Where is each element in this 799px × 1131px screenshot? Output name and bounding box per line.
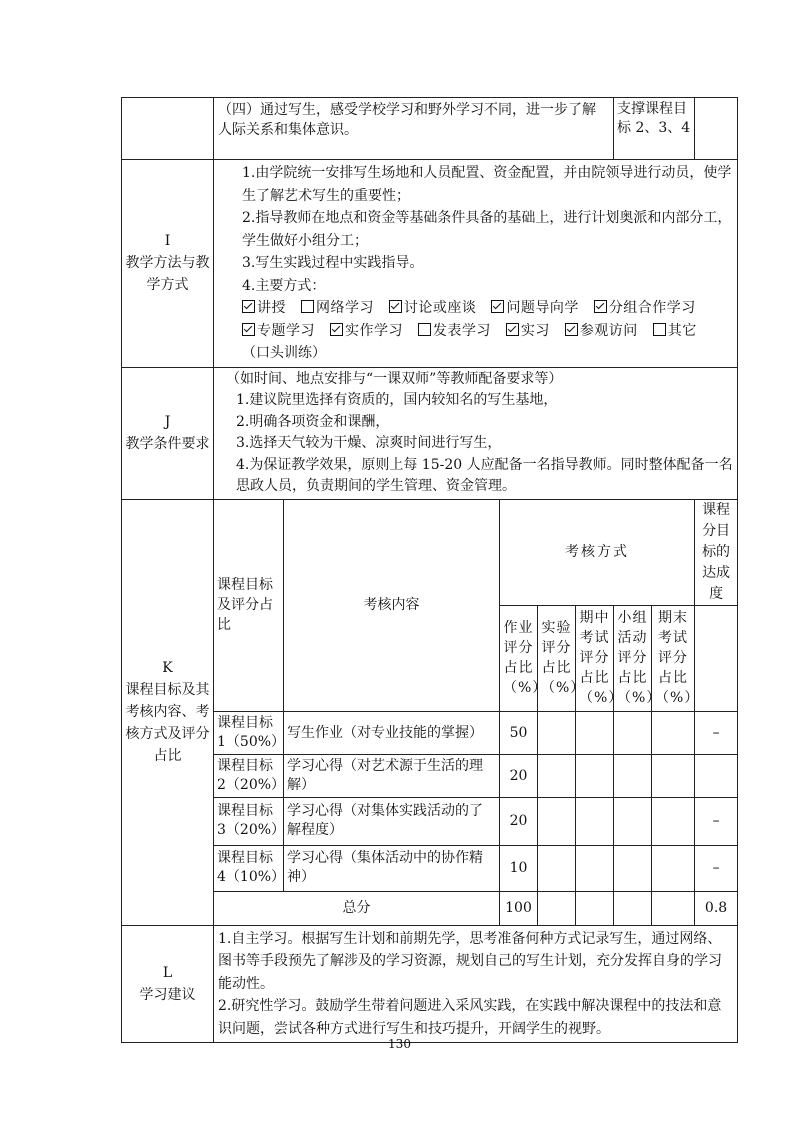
section-k-label: [122, 499, 214, 925]
total-midterm: [576, 891, 614, 925]
suggestion-item-2: 2.研究性学习。鼓励学生带着问题进入采风实践，在实践中解决课程中的技法和意识问题，尝试各种方式进行写生和技巧提升，开阔学生的视野。: [218, 998, 722, 1037]
achievement-cell: [695, 754, 738, 797]
method-discussion: 讨论或座谈: [389, 300, 477, 316]
homework-header: 作业评分占比（%）: [500, 605, 538, 711]
condition-item-3: 3.选择天气较为干燥、凉爽时间进行写生，: [236, 435, 502, 451]
method-problem: 问题导向学: [491, 300, 579, 316]
experiment-header: 实验评分占比（%）: [538, 605, 576, 711]
total-homework: 100: [500, 891, 538, 925]
final-header: 期末考试评分占比（%）: [652, 605, 695, 711]
section-i-letter: I: [164, 233, 171, 250]
method-item-2: 2.指导教师在地点和资金等基础条件具备的基础上，进行计划奥派和内部分工，学生做好小组分工；: [242, 210, 732, 249]
method-internship: 实习: [506, 323, 550, 339]
section-k-header-row-1: [122, 499, 738, 605]
section-j-title: 教学条件要求: [125, 436, 210, 452]
midterm-cell: [576, 711, 614, 754]
midterm-header: 期中考试评分占比（%）: [576, 605, 614, 711]
achievement-subheader-empty: [695, 605, 738, 711]
section-l-label: [122, 925, 214, 1043]
content-cell: 学习心得（对艺术源于生活的理解）: [284, 754, 500, 797]
achievement-cell: –: [695, 845, 738, 891]
homework-cell: 10: [500, 845, 538, 891]
total-label: 总分: [214, 891, 500, 925]
homework-cell: 20: [500, 754, 538, 797]
achievement-cell: –: [695, 797, 738, 845]
table-row: [122, 754, 738, 797]
section-i-label: [122, 160, 214, 368]
final-cell: [652, 845, 695, 891]
method-item-3: 3.写生实践过程中实践指导。: [242, 255, 424, 271]
goal-cell: 课程目标 4（10%）: [214, 845, 284, 891]
suggestion-item-1: 1.自主学习。根据写生计划和前期先学，思考准备何种方式记录写生，通过网络、图书等手段预先了解涉及的学习资源，规划自己的写生计划，充分发挥自身的学习能动性。: [218, 930, 722, 992]
method-online: 网络学习: [301, 300, 374, 316]
section-j-letter: J: [164, 414, 171, 430]
objective-row: [122, 98, 738, 160]
final-cell: [652, 711, 695, 754]
support-text: 支撑课程目标 2、3、4: [617, 101, 691, 136]
final-cell: [652, 797, 695, 845]
section-l-row: [122, 925, 738, 1043]
checkbox-unchecked-icon: [653, 323, 666, 336]
group-cell: [614, 797, 652, 845]
method-topic: 专题学习: [242, 323, 315, 339]
experiment-cell: [538, 754, 576, 797]
condition-item-4: 4.为保证教学效果，原则上每 15-20 人应配备一名指导教师。同时整体配备一名思政人员，负责期间的学生管理、资金管理。: [236, 456, 733, 494]
homework-cell: 50: [500, 711, 538, 754]
goal-header: 课程目标及评分占比: [214, 499, 284, 711]
empty-label-cell: [122, 98, 214, 160]
teaching-methods-checklist: [242, 297, 733, 320]
group-cell: [614, 754, 652, 797]
group-cell: [614, 845, 652, 891]
content-cell: 学习心得（集体活动中的协作精神）: [284, 845, 500, 891]
experiment-cell: [538, 711, 576, 754]
total-row: [122, 891, 738, 925]
method-group: 分组合作学习: [594, 300, 696, 316]
checkbox-checked-icon: [389, 300, 402, 313]
table-row: [122, 797, 738, 845]
achievement-cell: –: [695, 711, 738, 754]
method-item-4: 4.主要方式：: [242, 277, 326, 294]
method-header: 考核方式: [500, 499, 695, 605]
total-achievement: 0.8: [695, 891, 738, 925]
objective-4-text: （四）通过写生，感受学校学习和野外学习不同，进一步了解人际关系和集体意识。: [218, 102, 596, 138]
total-experiment: [538, 891, 576, 925]
checkbox-checked-icon: [506, 323, 519, 336]
method-practice: 实作学习: [330, 323, 403, 339]
table-row: [122, 711, 738, 754]
midterm-cell: [576, 754, 614, 797]
empty-cell: [695, 98, 738, 160]
section-k-letter: K: [162, 660, 173, 676]
condition-item-1: 1.建议院里选择有资质的，国内较知名的写生基地，: [236, 392, 558, 408]
page-number: 130: [388, 1037, 411, 1051]
final-cell: [652, 754, 695, 797]
section-j-content: [214, 367, 738, 499]
condition-item-2: 2.明确各项资金和课酬，: [236, 413, 390, 430]
method-other: 其它: [653, 323, 697, 339]
goal-cell: 课程目标 1（50%）: [214, 711, 284, 754]
section-j-row: [122, 367, 738, 499]
checkbox-checked-icon: [242, 300, 255, 313]
checkbox-checked-icon: [242, 323, 255, 336]
checkbox-checked-icon: [330, 323, 343, 336]
checkbox-unchecked-icon: [418, 323, 431, 336]
content-cell: 学习心得（对集体实践活动的了解程度）: [284, 797, 500, 845]
section-j-label: [122, 367, 214, 499]
table-row: [122, 845, 738, 891]
goal-cell: 课程目标 3（20%）: [214, 797, 284, 845]
section-k-title: 课程目标及其考核内容、考核方式及评分占比: [125, 682, 210, 764]
achievement-header: 课程分目标的达成度: [695, 499, 738, 605]
experiment-cell: [538, 845, 576, 891]
homework-cell: 20: [500, 797, 538, 845]
section-l-content: [214, 925, 738, 1043]
midterm-cell: [576, 797, 614, 845]
method-item-1: 1.由学院统一安排写生场地和人员配置、资金配置，并由院领导进行动员，使学生了解艺术写生的重要性；: [242, 165, 732, 204]
method-visit: 参观访问: [565, 323, 638, 339]
method-lecture: 讲授: [242, 300, 286, 316]
course-syllabus-table: [121, 97, 738, 1043]
section-l-title: 学习建议: [139, 986, 196, 1003]
support-cell: [614, 98, 695, 160]
section-i-content: [214, 160, 738, 368]
total-final: [652, 891, 695, 925]
content-header: 考核内容: [284, 499, 500, 711]
checkbox-checked-icon: [491, 300, 504, 313]
conditions-intro: （如时间、地点安排与“一课双师”等教师配备要求等）: [226, 370, 563, 387]
experiment-cell: [538, 797, 576, 845]
teaching-methods-checklist-2: [242, 320, 733, 343]
objective-4-cell: [214, 98, 614, 160]
goal-cell: 课程目标 2（20%）: [214, 754, 284, 797]
group-cell: [614, 711, 652, 754]
group-header: 小组活动评分占比（%）: [614, 605, 652, 711]
checkbox-checked-icon: [594, 300, 607, 313]
section-i-title: 教学方法与教学方式: [125, 255, 210, 294]
method-presentation: 发表学习: [418, 323, 491, 339]
checkbox-unchecked-icon: [301, 300, 314, 313]
section-i-row: [122, 160, 738, 368]
section-l-letter: L: [162, 964, 173, 981]
midterm-cell: [576, 845, 614, 891]
checkbox-checked-icon: [565, 323, 578, 336]
total-group: [614, 891, 652, 925]
other-note: （口头训练）: [242, 345, 326, 361]
content-cell: 写生作业（对专业技能的掌握）: [284, 711, 500, 754]
